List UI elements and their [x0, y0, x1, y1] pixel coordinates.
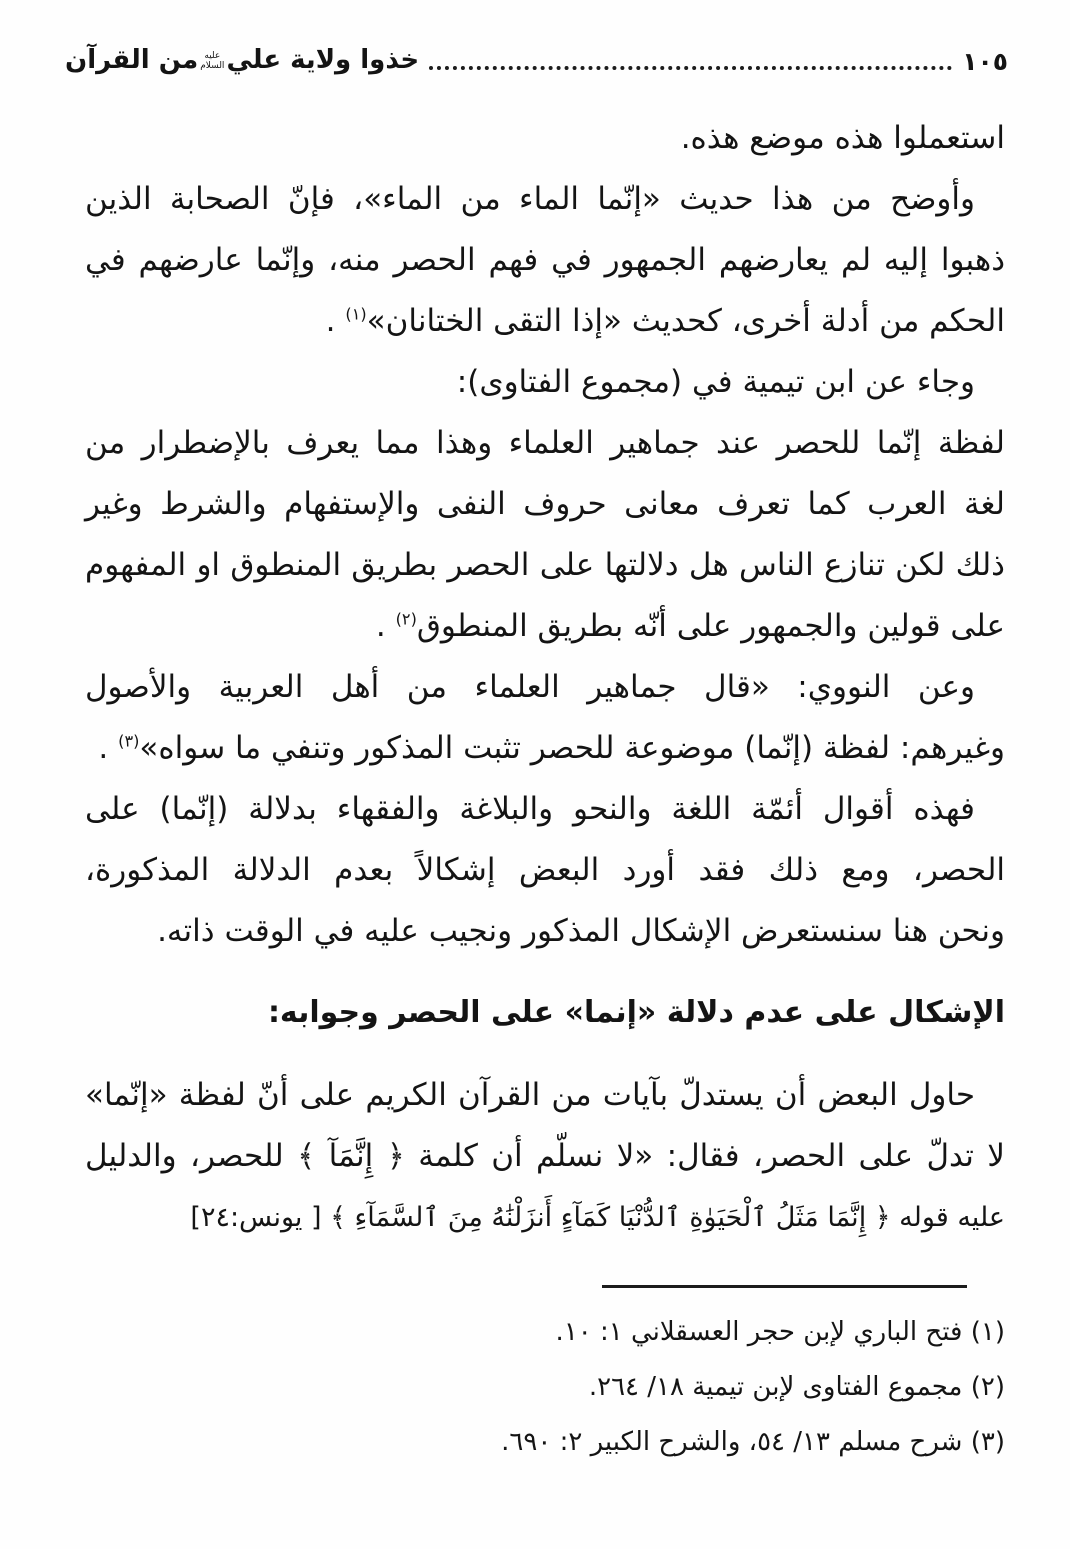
body-line: فهذه أقوال أئمّة اللغة والنحو والبلاغة والفقهاء بدلالة (إنّما) على	[85, 790, 975, 827]
paragraphs-bottom	[85, 1065, 1005, 1248]
body-line: ذهبوا إليه لم يعارضهم الجمهور في فهم الحصر منه، وإنّما عارضهم في	[85, 241, 1005, 278]
running-title-post: من القرآن	[65, 45, 199, 75]
footnote: (١) فتح الباري لإبن حجر العسقلاني ١: ١٠.	[555, 1316, 1005, 1347]
body-line: لغة العرب كما تعرف معانى حروف النفى والإستفهام والشرط وغير	[85, 485, 1005, 522]
footnote-marker: (٣)	[118, 731, 140, 751]
body-line: وجاء عن ابن تيمية في (مجموع الفتاوى):	[456, 363, 975, 400]
footnote-separator	[602, 1285, 967, 1288]
page-body	[0, 82, 1070, 1248]
body-line: ذلك لكن تنازع الناس هل دلالتها على الحصر بطريق المنطوق او المفهوم	[85, 546, 1005, 583]
body-line: على قولين والجمهور على أنّه بطريق المنطوق$^{(٢)}$ .	[375, 607, 1005, 644]
body-line: وأوضح من هذا حديث «إنّما الماء من الماء»، فإنّ الصحابة الذين	[85, 180, 975, 217]
body-line: استعملوا هذه موضع هذه.	[680, 119, 1005, 156]
body-line: ونحن هنا سنستعرض الإشكال المذكور ونجيب عليه في الوقت ذاته.	[157, 912, 1005, 949]
footnote-list	[85, 1305, 1005, 1470]
body-line: وعن النووي: «قال جماهير العلماء من أهل العربية والأصول	[85, 668, 975, 705]
footnote-marker: (١)	[345, 304, 367, 324]
body-line: الحكم من أدلة أخرى، كحديث «إذا التقى الختانان»$^{(١)}$ .	[325, 302, 1005, 339]
body-line: الحصر، ومع ذلك فقد أورد البعض إشكالاً بعدم الدلالة المذكورة،	[85, 851, 1005, 888]
running-title	[65, 40, 419, 82]
footnotes-area	[0, 1285, 1070, 1470]
body-line: حاول البعض أن يستدلّ بآيات من القرآن الكريم على أنّ لفظة «إنّما»	[85, 1076, 975, 1113]
page-number: ١٠٥	[962, 46, 1008, 76]
section-heading: الإشكال على عدم دلالة «إنما» على الحصر وجوابه:	[267, 994, 1005, 1030]
footnote: (٣) شرح مسلم ١٣/ ٥٤، والشرح الكبير ٢: ٦٩٠.	[501, 1426, 1005, 1457]
running-title-pre: خذوا ولاية علي	[226, 45, 420, 75]
paragraphs-top	[85, 108, 1005, 962]
footnote: (٢) مجموع الفتاوى لإبن تيمية ١٨/ ٢٦٤.	[588, 1371, 1005, 1402]
body-line: لا تدلّ على الحصر، فقال: «لا نسلّم أن كلمة ﴿ إِنَّمَآ ﴾ للحصر، والدليل	[85, 1137, 1005, 1174]
body-line: وغيرهم: لفظة (إنّما) موضوعة للحصر تثبت المذكور وتنفي ما سواه»$^{(٣)}$ .	[98, 729, 1005, 766]
dot-leader	[429, 66, 952, 70]
footnote-marker: (٢)	[395, 609, 417, 629]
honorific-alayhis-salam: عليه السلام	[200, 51, 225, 71]
body-line: عليه قوله ﴿ إِنَّمَا مَثَلُ ٱلْحَيَوٰةِ ٱلدُّنْيَا كَمَآءٍ أَنزَلْنَٰهُ مِنَ ٱلسَّمَآءِ ﴾ [ يونس:٢٤]	[190, 1201, 1005, 1233]
page-header	[0, 0, 1070, 82]
body-line: لفظة إنّما للحصر عند جماهير العلماء وهذا مما يعرف بالإضطرار من	[85, 424, 1005, 461]
